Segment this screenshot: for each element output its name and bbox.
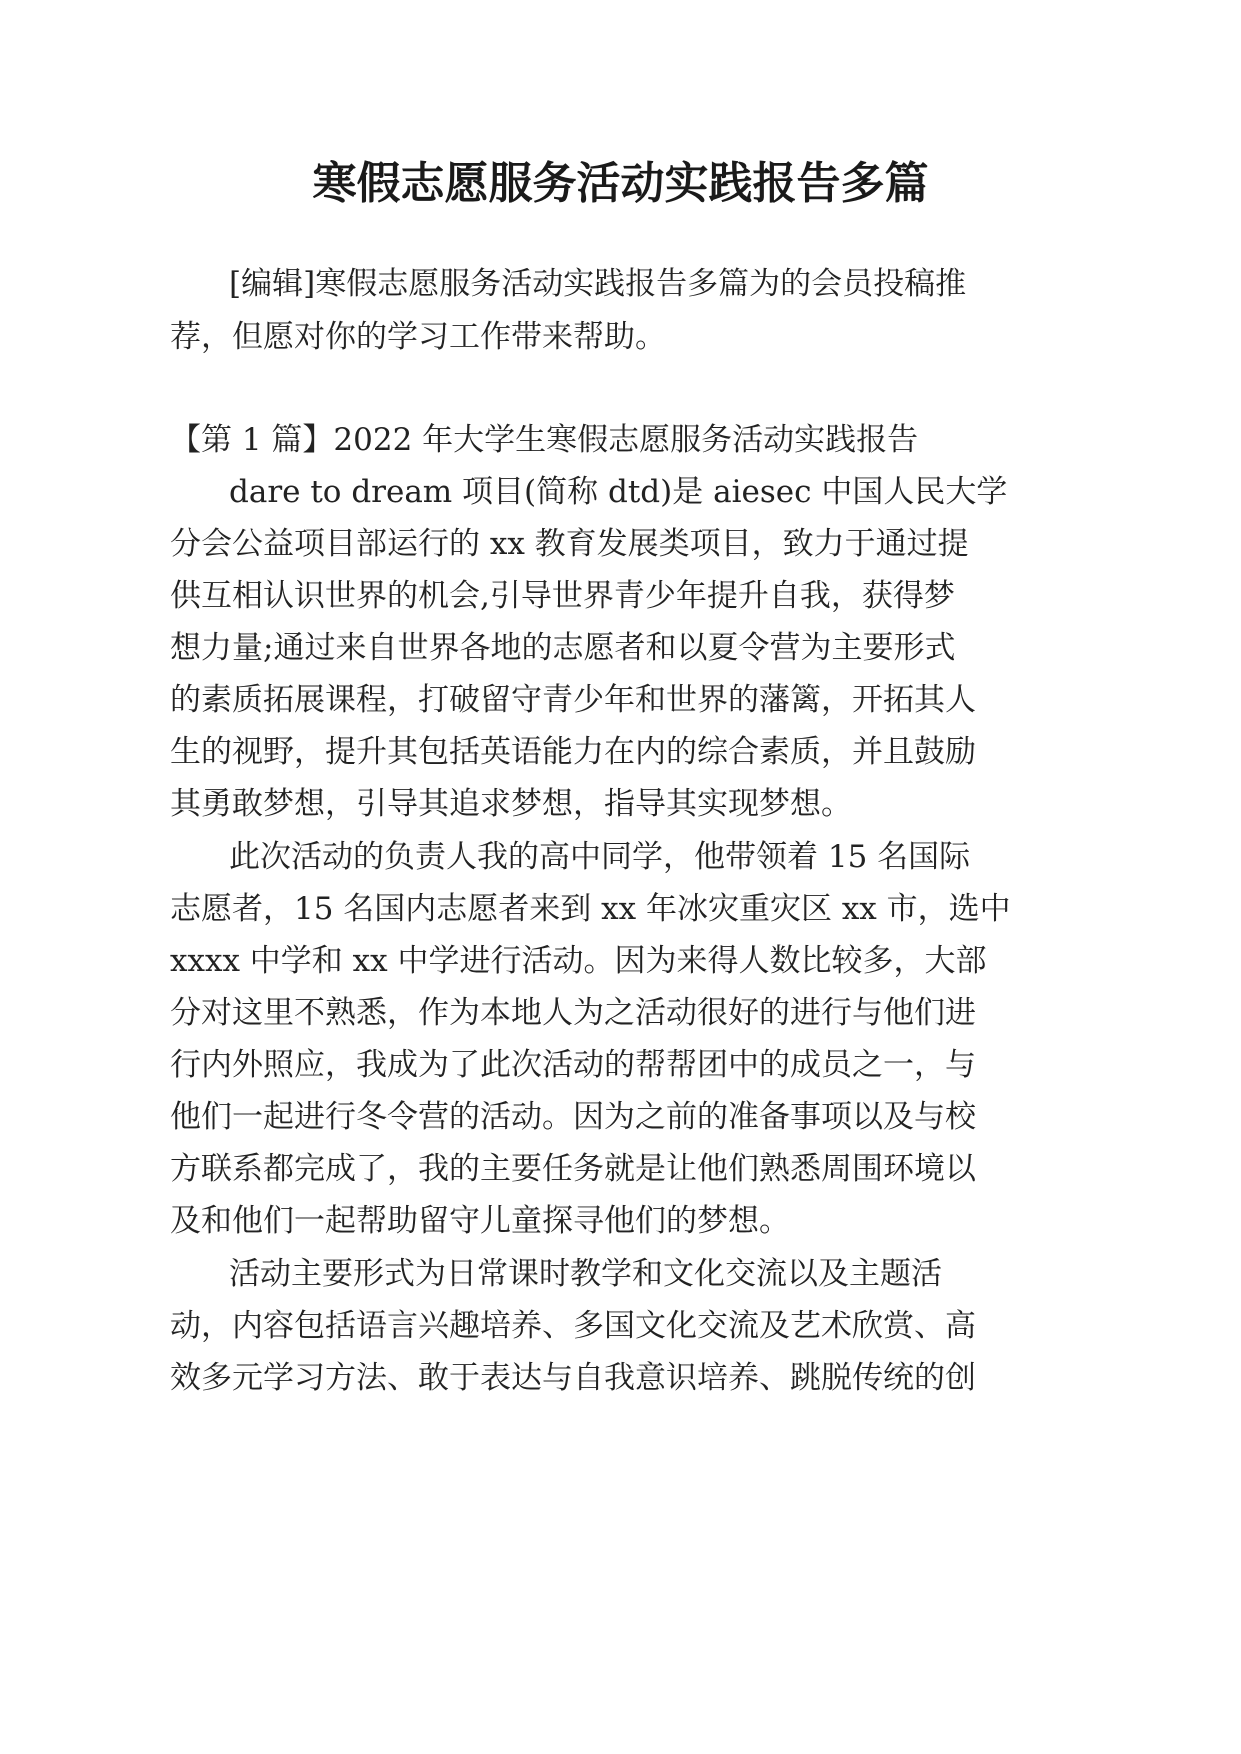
paragraph-line: 生的视野，提升其包括英语能力在内的综合素质，并且鼓励: [170, 734, 976, 770]
paragraph-line: 效多元学习方法、敢于表达与自我意识培养、跳脱传统的创: [170, 1360, 976, 1396]
paragraph-line: 分会公益项目部运行的 xx 教育发展类项目，致力于通过提: [170, 526, 969, 562]
paragraph-line: 的素质拓展课程，打破留守青少年和世界的藩篱，开拓其人: [170, 682, 976, 718]
document-title: 寒假志愿服务活动实践报告多篇: [312, 158, 929, 209]
paragraph-line: dare to dream 项目(简称 dtd)是 aiesec 中国人民大学: [229, 474, 1008, 510]
paragraph-line: 供互相认识世界的机会,引导世界青少年提升自我，获得梦: [170, 578, 955, 614]
paragraph-line: 其勇敢梦想，引导其追求梦想，指导其实现梦想。: [170, 786, 852, 822]
paragraph-line: 他们一起进行冬令营的活动。因为之前的准备事项以及与校: [170, 1099, 976, 1135]
paragraph-line: 及和他们一起帮助留守儿童探寻他们的梦想。: [170, 1203, 790, 1239]
paragraph-line: 方联系都完成了，我的主要任务就是让他们熟悉周围环境以: [170, 1151, 976, 1187]
paragraph-line: 志愿者，15 名国内志愿者来到 xx 年冰灾重灾区 xx 市，选中: [170, 891, 1011, 927]
paragraph-line: 此次活动的负责人我的高中同学，他带领着 15 名国际: [229, 839, 971, 875]
paragraph-line: 动，内容包括语言兴趣培养、多国文化交流及艺术欣赏、高: [170, 1308, 976, 1344]
intro-line: [编辑]寒假志愿服务活动实践报告多篇为的会员投稿推: [229, 266, 967, 302]
section-heading: 【第 1 篇】2022 年大学生寒假志愿服务活动实践报告: [170, 422, 919, 458]
paragraph-line: xxxx 中学和 xx 中学进行活动。因为来得人数比较多，大部: [170, 943, 987, 979]
paragraph-line: 行内外照应，我成为了此次活动的帮帮团中的成员之一，与: [170, 1047, 976, 1083]
intro-line: 荐，但愿对你的学习工作带来帮助。: [170, 319, 666, 355]
paragraph-line: 分对这里不熟悉，作为本地人为之活动很好的进行与他们进: [170, 995, 976, 1031]
paragraph-line: 想力量;通过来自世界各地的志愿者和以夏令营为主要形式: [170, 630, 956, 666]
paragraph-line: 活动主要形式为日常课时教学和文化交流以及主题活: [229, 1256, 942, 1292]
